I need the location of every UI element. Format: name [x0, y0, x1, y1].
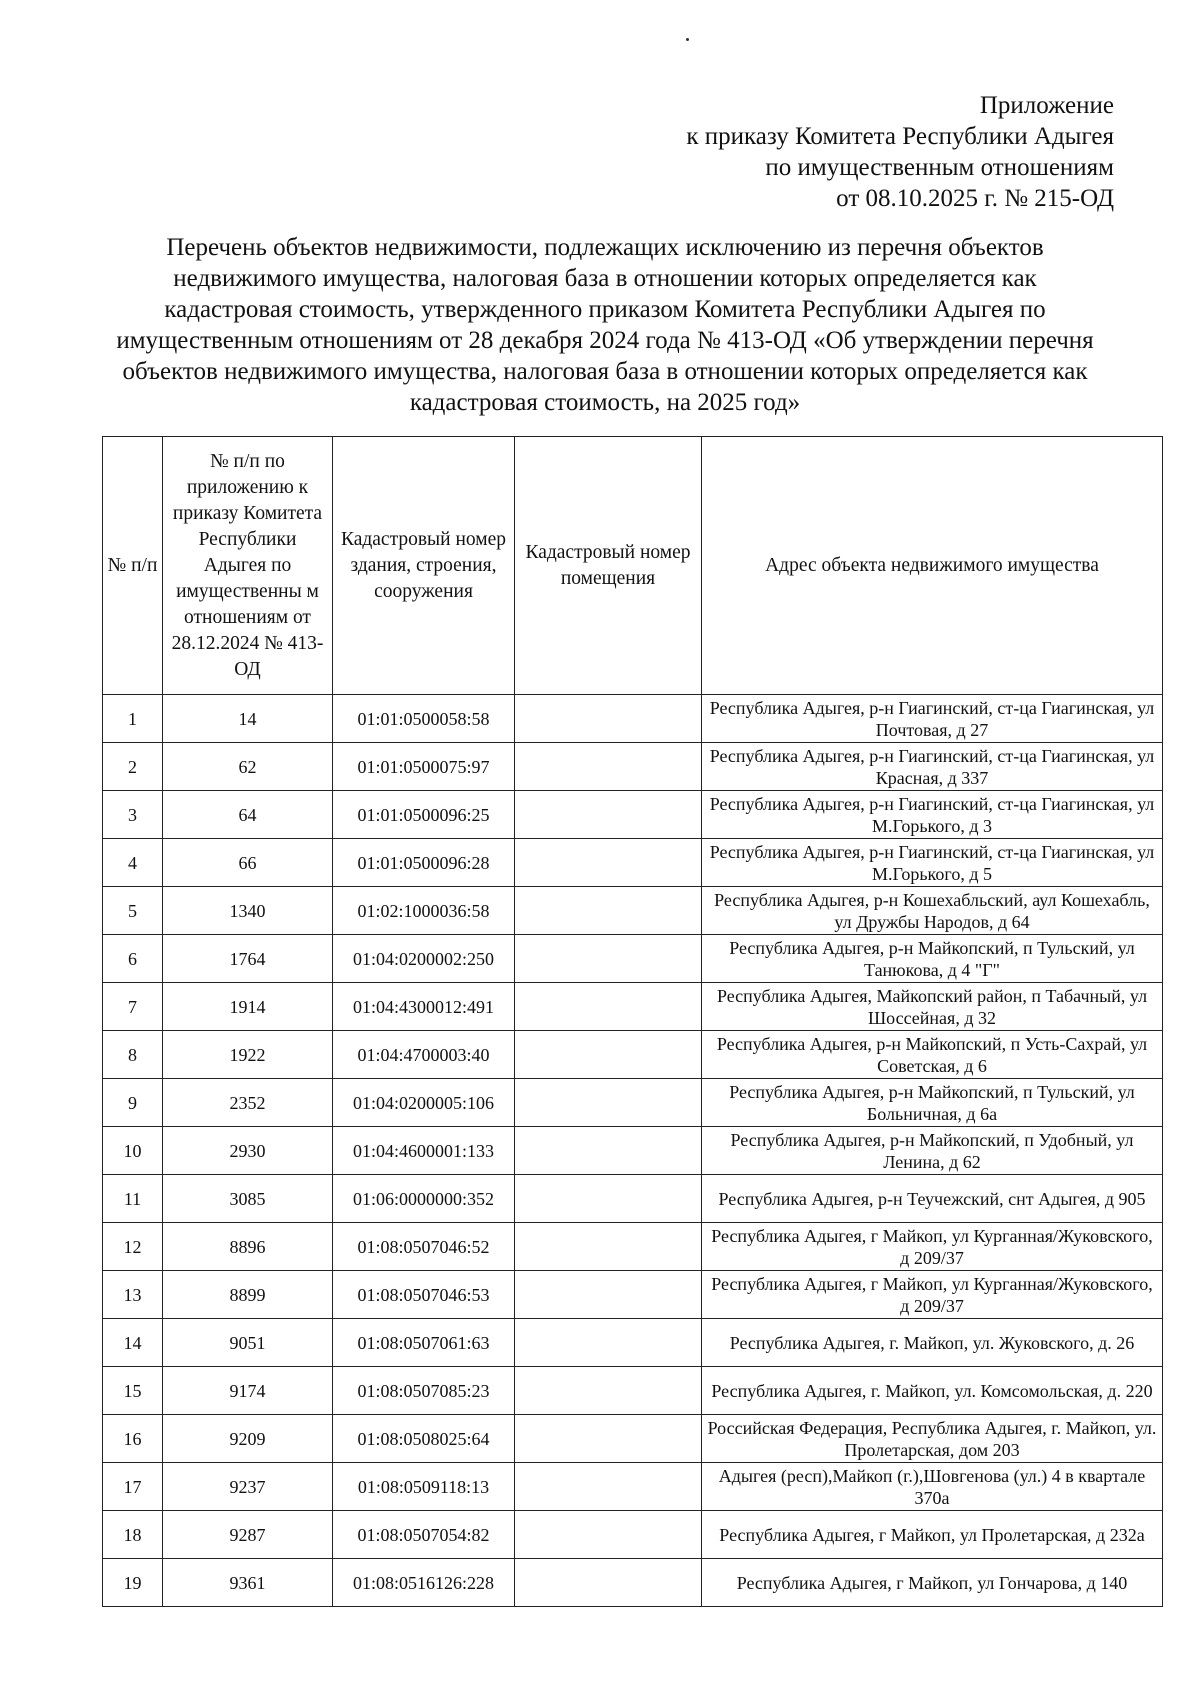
table-row: [103, 791, 1163, 839]
appendix-line-2: к приказу Комитета Республики Адыгея: [686, 123, 1114, 150]
cell-building: 01:08:0507061:63: [333, 1319, 515, 1367]
cell-num: 4: [103, 839, 163, 887]
cell-building: 01:08:0516126:228: [333, 1559, 515, 1607]
cell-room: [515, 839, 702, 887]
header-building-cadastral: Кадастровый номер здания, строения, сооружения: [333, 437, 515, 695]
table-row: [103, 1319, 1163, 1367]
cell-num: 2: [103, 743, 163, 791]
cell-room: [515, 1271, 702, 1319]
cell-room: [515, 1127, 702, 1175]
cell-ref: 9051: [163, 1319, 333, 1367]
cell-num: 18: [103, 1511, 163, 1559]
cell-num: 9: [103, 1079, 163, 1127]
cell-ref: 2352: [163, 1079, 333, 1127]
header-room-cadastral: Кадастровый номер помещения: [515, 437, 702, 695]
scan-speck: [686, 38, 689, 41]
cell-ref: 3085: [163, 1175, 333, 1223]
cell-room: [515, 1175, 702, 1223]
cell-num: 11: [103, 1175, 163, 1223]
appendix-line-3: по имущественным отношениям: [765, 154, 1114, 181]
cell-ref: 14: [163, 695, 333, 743]
table-row: [103, 839, 1163, 887]
cell-room: [515, 1031, 702, 1079]
title-line-3: кадастровая стоимость, утвержденного приказом Комитета Республики Адыгея по: [164, 296, 1046, 323]
cell-building: 01:06:0000000:352: [333, 1175, 515, 1223]
header-ref: № п/п по приложению к приказу Комитета Республики Адыгея по имущественны м отношениям от 28.12.2024 № 413-ОД: [163, 437, 333, 695]
cell-building: 01:08:0509118:13: [333, 1463, 515, 1511]
cell-ref: 64: [163, 791, 333, 839]
table-row: [103, 695, 1163, 743]
cell-ref: 1922: [163, 1031, 333, 1079]
cell-num: 19: [103, 1559, 163, 1607]
header-num: № п/п: [103, 437, 163, 695]
cell-ref: 9361: [163, 1559, 333, 1607]
cell-address: Республика Адыгея, р-н Майкопский, п Удобный, ул Ленина, д 62: [702, 1127, 1163, 1175]
cell-ref: 9209: [163, 1415, 333, 1463]
table-row: [103, 935, 1163, 983]
title-line-5: объектов недвижимого имущества, налоговая база в отношении которых определяется как: [122, 358, 1088, 385]
cell-address: Республика Адыгея, р-н Гиагинский, ст-ца Гиагинская, ул М.Горького, д 3: [702, 791, 1163, 839]
cell-room: [515, 935, 702, 983]
title-line-4: имущественным отношениям от 28 декабря 2024 года № 413-ОД «Об утверждении перечня: [116, 327, 1094, 354]
table-row: [103, 1175, 1163, 1223]
cell-building: 01:08:0508025:64: [333, 1415, 515, 1463]
cell-num: 15: [103, 1367, 163, 1415]
table-row: [103, 743, 1163, 791]
cell-building: 01:08:0507054:82: [333, 1511, 515, 1559]
cell-address: Республика Адыгея, Майкопский район, п Табачный, ул Шоссейная, д 32: [702, 983, 1163, 1031]
cell-building: 01:01:0500075:97: [333, 743, 515, 791]
cell-ref: 9174: [163, 1367, 333, 1415]
table-row: [103, 1031, 1163, 1079]
cell-building: 01:01:0500096:25: [333, 791, 515, 839]
cell-building: 01:04:4300012:491: [333, 983, 515, 1031]
appendix-line-4: от 08.10.2025 г. № 215-ОД: [836, 185, 1114, 212]
cell-address: Республика Адыгея, г Майкоп, ул Курганная/Жуковского, д 209/37: [702, 1223, 1163, 1271]
cell-ref: 66: [163, 839, 333, 887]
title-line-1: Перечень объектов недвижимости, подлежащих исключению из перечня объектов: [166, 234, 1044, 261]
cell-address: Республика Адыгея, г Майкоп, ул Курганная/Жуковского, д 209/37: [702, 1271, 1163, 1319]
cell-num: 7: [103, 983, 163, 1031]
cell-num: 1: [103, 695, 163, 743]
table-row: [103, 1463, 1163, 1511]
cell-num: 14: [103, 1319, 163, 1367]
cell-building: 01:04:0200005:106: [333, 1079, 515, 1127]
table-row: [103, 1223, 1163, 1271]
cell-building: 01:02:1000036:58: [333, 887, 515, 935]
cell-address: Республика Адыгея, р-н Гиагинский, ст-ца Гиагинская, ул Почтовая, д 27: [702, 695, 1163, 743]
cell-ref: 2930: [163, 1127, 333, 1175]
table-row: [103, 1079, 1163, 1127]
cell-room: [515, 1319, 702, 1367]
table-row: [103, 1271, 1163, 1319]
cell-num: 3: [103, 791, 163, 839]
table-body: [103, 695, 1163, 1607]
cell-address: Республика Адыгея, г Майкоп, ул Гончарова, д 140: [702, 1559, 1163, 1607]
cell-room: [515, 695, 702, 743]
cell-room: [515, 1463, 702, 1511]
header-address: Адрес объекта недвижимого имущества: [702, 437, 1163, 695]
cell-address: Республика Адыгея, р-н Кошехабльский, аул Кошехабль, ул Дружбы Народов, д 64: [702, 887, 1163, 935]
cell-address: Республика Адыгея, р-н Майкопский, п Усть-Сахрай, ул Советская, д 6: [702, 1031, 1163, 1079]
cell-building: 01:04:4700003:40: [333, 1031, 515, 1079]
cell-address: Республика Адыгея, р-н Майкопский, п Тульский, ул Танюкова, д 4 "Г": [702, 935, 1163, 983]
cell-building: 01:04:4600001:133: [333, 1127, 515, 1175]
cell-address: Республика Адыгея, р-н Теучежский, снт Адыгея, д 905: [702, 1175, 1163, 1223]
cell-num: 6: [103, 935, 163, 983]
cell-ref: 1340: [163, 887, 333, 935]
cell-address: Республика Адыгея, г Майкоп, ул Пролетарская, д 232а: [702, 1511, 1163, 1559]
appendix-header: [686, 90, 1114, 214]
cell-building: 01:01:0500058:58: [333, 695, 515, 743]
cell-num: 16: [103, 1415, 163, 1463]
cell-room: [515, 983, 702, 1031]
cell-room: [515, 1079, 702, 1127]
cell-address: Республика Адыгея, р-н Майкопский, п Тульский, ул Больничная, д 6а: [702, 1079, 1163, 1127]
cell-num: 10: [103, 1127, 163, 1175]
cell-ref: 1764: [163, 935, 333, 983]
cell-num: 8: [103, 1031, 163, 1079]
cell-address: Республика Адыгея, р-н Гиагинский, ст-ца Гиагинская, ул Красная, д 337: [702, 743, 1163, 791]
cell-room: [515, 1511, 702, 1559]
document-title: [70, 232, 1140, 418]
property-table: [102, 436, 1163, 1607]
cell-building: 01:01:0500096:28: [333, 839, 515, 887]
table-row: [103, 887, 1163, 935]
cell-building: 01:04:0200002:250: [333, 935, 515, 983]
cell-address: Российская Федерация, Республика Адыгея, г. Майкоп, ул. Пролетарская, дом 203: [702, 1415, 1163, 1463]
cell-room: [515, 1223, 702, 1271]
table-row: [103, 1127, 1163, 1175]
cell-building: 01:08:0507046:52: [333, 1223, 515, 1271]
cell-ref: 9287: [163, 1511, 333, 1559]
cell-num: 5: [103, 887, 163, 935]
appendix-line-1: Приложение: [979, 92, 1114, 119]
cell-room: [515, 1415, 702, 1463]
cell-ref: 1914: [163, 983, 333, 1031]
cell-room: [515, 1367, 702, 1415]
table-row: [103, 1559, 1163, 1607]
cell-ref: 62: [163, 743, 333, 791]
table-row: [103, 1415, 1163, 1463]
table-row: [103, 1511, 1163, 1559]
cell-address: Республика Адыгея, р-н Гиагинский, ст-ца Гиагинская, ул М.Горького, д 5: [702, 839, 1163, 887]
cell-room: [515, 887, 702, 935]
cell-ref: 9237: [163, 1463, 333, 1511]
table-row: [103, 1367, 1163, 1415]
cell-room: [515, 1559, 702, 1607]
cell-building: 01:08:0507085:23: [333, 1367, 515, 1415]
table-row: [103, 983, 1163, 1031]
cell-room: [515, 743, 702, 791]
cell-num: 13: [103, 1271, 163, 1319]
cell-address: Адыгея (респ),Майкоп (г.),Шовгенова (ул.) 4 в квартале 370а: [702, 1463, 1163, 1511]
cell-building: 01:08:0507046:53: [333, 1271, 515, 1319]
cell-address: Республика Адыгея, г. Майкоп, ул. Жуковского, д. 26: [702, 1319, 1163, 1367]
cell-num: 17: [103, 1463, 163, 1511]
cell-ref: 8896: [163, 1223, 333, 1271]
cell-address: Республика Адыгея, г. Майкоп, ул. Комсомольская, д. 220: [702, 1367, 1163, 1415]
cell-ref: 8899: [163, 1271, 333, 1319]
cell-room: [515, 791, 702, 839]
cell-num: 12: [103, 1223, 163, 1271]
table-header-row: [103, 437, 1163, 695]
title-line-6: кадастровая стоимость, на 2025 год»: [409, 389, 801, 416]
title-line-2: недвижимого имущества, налоговая база в отношении которых определяется как: [173, 265, 1037, 292]
